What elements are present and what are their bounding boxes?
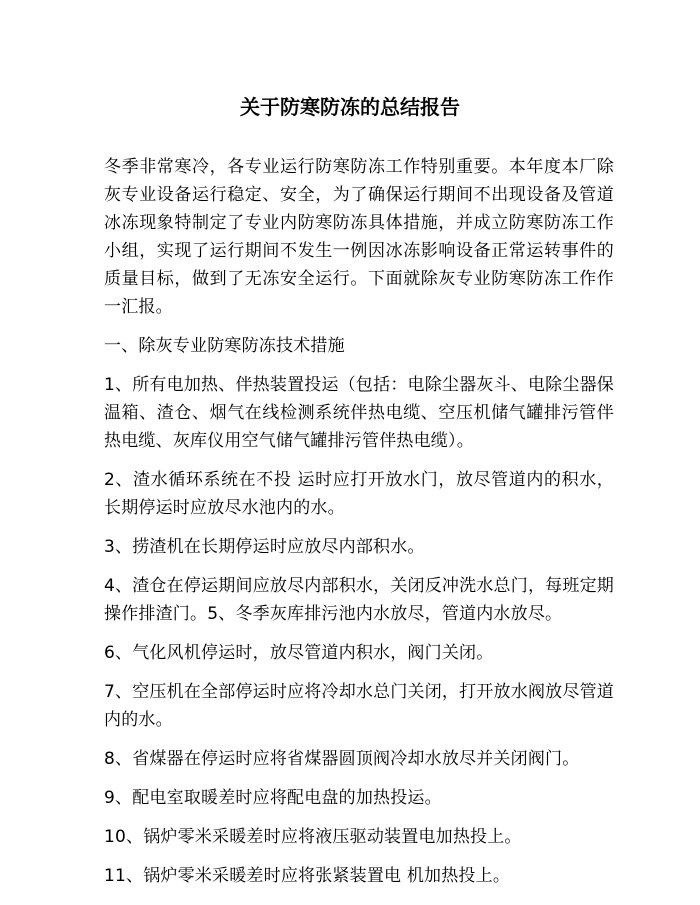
- measure-item-4-5: 4、渣仓在停运期间应放尽内部积水，关闭反冲洗水总门，每班定期操作排渣门。5、冬季灰库排污池内水放尽，管道内水放尽。: [104, 576, 614, 624]
- measure-item-9: 9、配电室取暖差时应将配电盘的加热投运。: [104, 788, 442, 808]
- measure-item-3: 3、捞渣机在长期停运时应放尽内部积水。: [104, 537, 425, 557]
- section-heading: 一、除灰专业防寒防冻技术措施: [104, 336, 345, 356]
- intro-paragraph: 冬季非常寒冷，各专业运行防寒防冻工作特别重要。本年度本厂除灰专业设备运行稳定、安全，为了确保运行期间不出现设备及管道冰冻现象特制定了专业内防寒防冻具体措施，并成立防寒防冻工作小组，实现了运行期间不发生一例因冰冻影响设备正常运转事件的质量目标，做到了无冻安全运行。下面就除灰专业防寒防冻工作作一汇报。: [104, 157, 614, 317]
- measure-item-11: 11、锅炉零米采暖差时应将张紧装置电 机加热投上。: [104, 866, 511, 886]
- document-body: [104, 153, 614, 901]
- measure-item-1: 1、所有电加热、伴热装置投运（包括：电除尘器灰斗、电除尘器保温箱、渣仓、烟气在线检测系统伴热电缆、空压机储气罐排污管伴热电缆、灰库仪用空气储气罐排污管伴热电缆）。: [104, 375, 614, 451]
- measure-item-2: 2、渣水循环系统在不投 运时应打开放水门，放尽管道内的积水，长期停运时应放尽水池内的水。: [104, 470, 614, 518]
- measure-item-6: 6、气化风机停运时，放尽管道内积水，阀门关闭。: [104, 643, 494, 663]
- measure-item-7: 7、空压机在全部停运时应将冷却水总门关闭，打开放水阀放尽管道内的水。: [104, 682, 614, 730]
- measure-item-10: 10、锅炉零米采暖差时应将液压驱动装置电加热投上。: [104, 827, 522, 847]
- measure-item-8: 8、省煤器在停运时应将省煤器圆顶阀冷却水放尽并关闭阀门。: [104, 749, 580, 769]
- document-title: 关于防寒防冻的总结报告: [240, 95, 460, 119]
